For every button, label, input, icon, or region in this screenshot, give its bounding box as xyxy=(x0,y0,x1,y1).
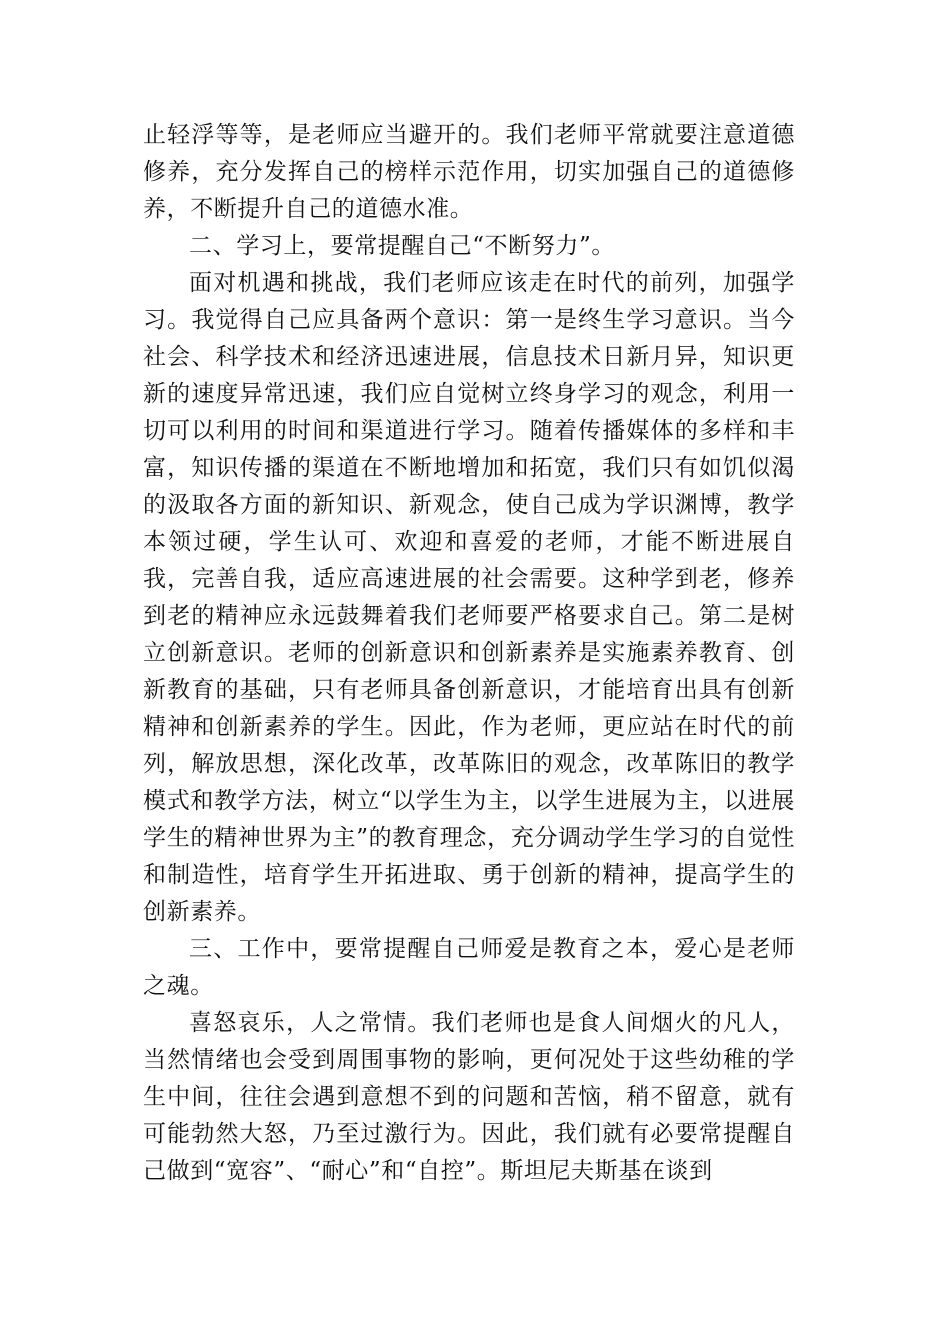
paragraph-5: 喜怒哀乐，人之常情。我们老师也是食人间烟火的凡人，当然情绪也会受到周围事物的影响，更何况处于这些幼稚的学生中间，往往会遇到意想不到的问题和苦恼，稍不留意，就有可能勃然大怒，乃至过激行为。因此，我们就有必要常提醒自己做到“宽容”、“耐心”和“自控”。斯坦尼夫斯基在谈到 xyxy=(143,1010,795,1184)
document-body xyxy=(143,117,795,1190)
paragraph-4-heading: 三、工作中，要常提醒自己师爱是教育之本，爱心是老师之魂。 xyxy=(143,936,795,999)
paragraph-1: 止轻浮等等，是老师应当避开的。我们老师平常就要注意道德修养，充分发挥自己的榜样示范作用，切实加强自己的道德修养，不断提升自己的道德水准。 xyxy=(143,122,795,222)
paragraph-3: 面对机遇和挑战，我们老师应该走在时代的前列，加强学习。我觉得自己应具备两个意识：第一是终生学习意识。当今社会、科学技术和经济迅速进展，信息技术日新月异，知识更新的速度异常迅速，我们应自觉树立终身学习的观念，利用一切可以利用的时间和渠道进行学习。随着传播媒体的多样和丰富，知识传播的渠道在不断地增加和拓宽，我们只有如饥似渴的汲取各方面的新知识、新观念，使自己成为学识渊博，教学本领过硬，学生认可、欢迎和喜爱的老师，才能不断进展自我，完善自我，适应高速进展的社会需要。这种学到老，修养到老的精神应永远鼓舞着我们老师要严格要求自己。第二是树立创新意识。老师的创新意识和创新素养是实施素养教育、创新教育的基础，只有老师具备创新意识，才能培育出具有创新精神和创新素养的学生。因此，作为老师，更应站在时代的前列，解放思想，深化改革，改革陈旧的观念，改革陈旧的教学模式和教学方法，树立“以学生为主，以学生进展为主，以进展学生的精神世界为主”的教育理念，充分调动学生学习的自觉性和制造性，培育学生开拓进取、勇于创新的精神，提高学生的创新素养。 xyxy=(143,270,795,925)
paragraph-2-heading: 二、学习上，要常提醒自己“不断努力”。 xyxy=(189,233,615,259)
